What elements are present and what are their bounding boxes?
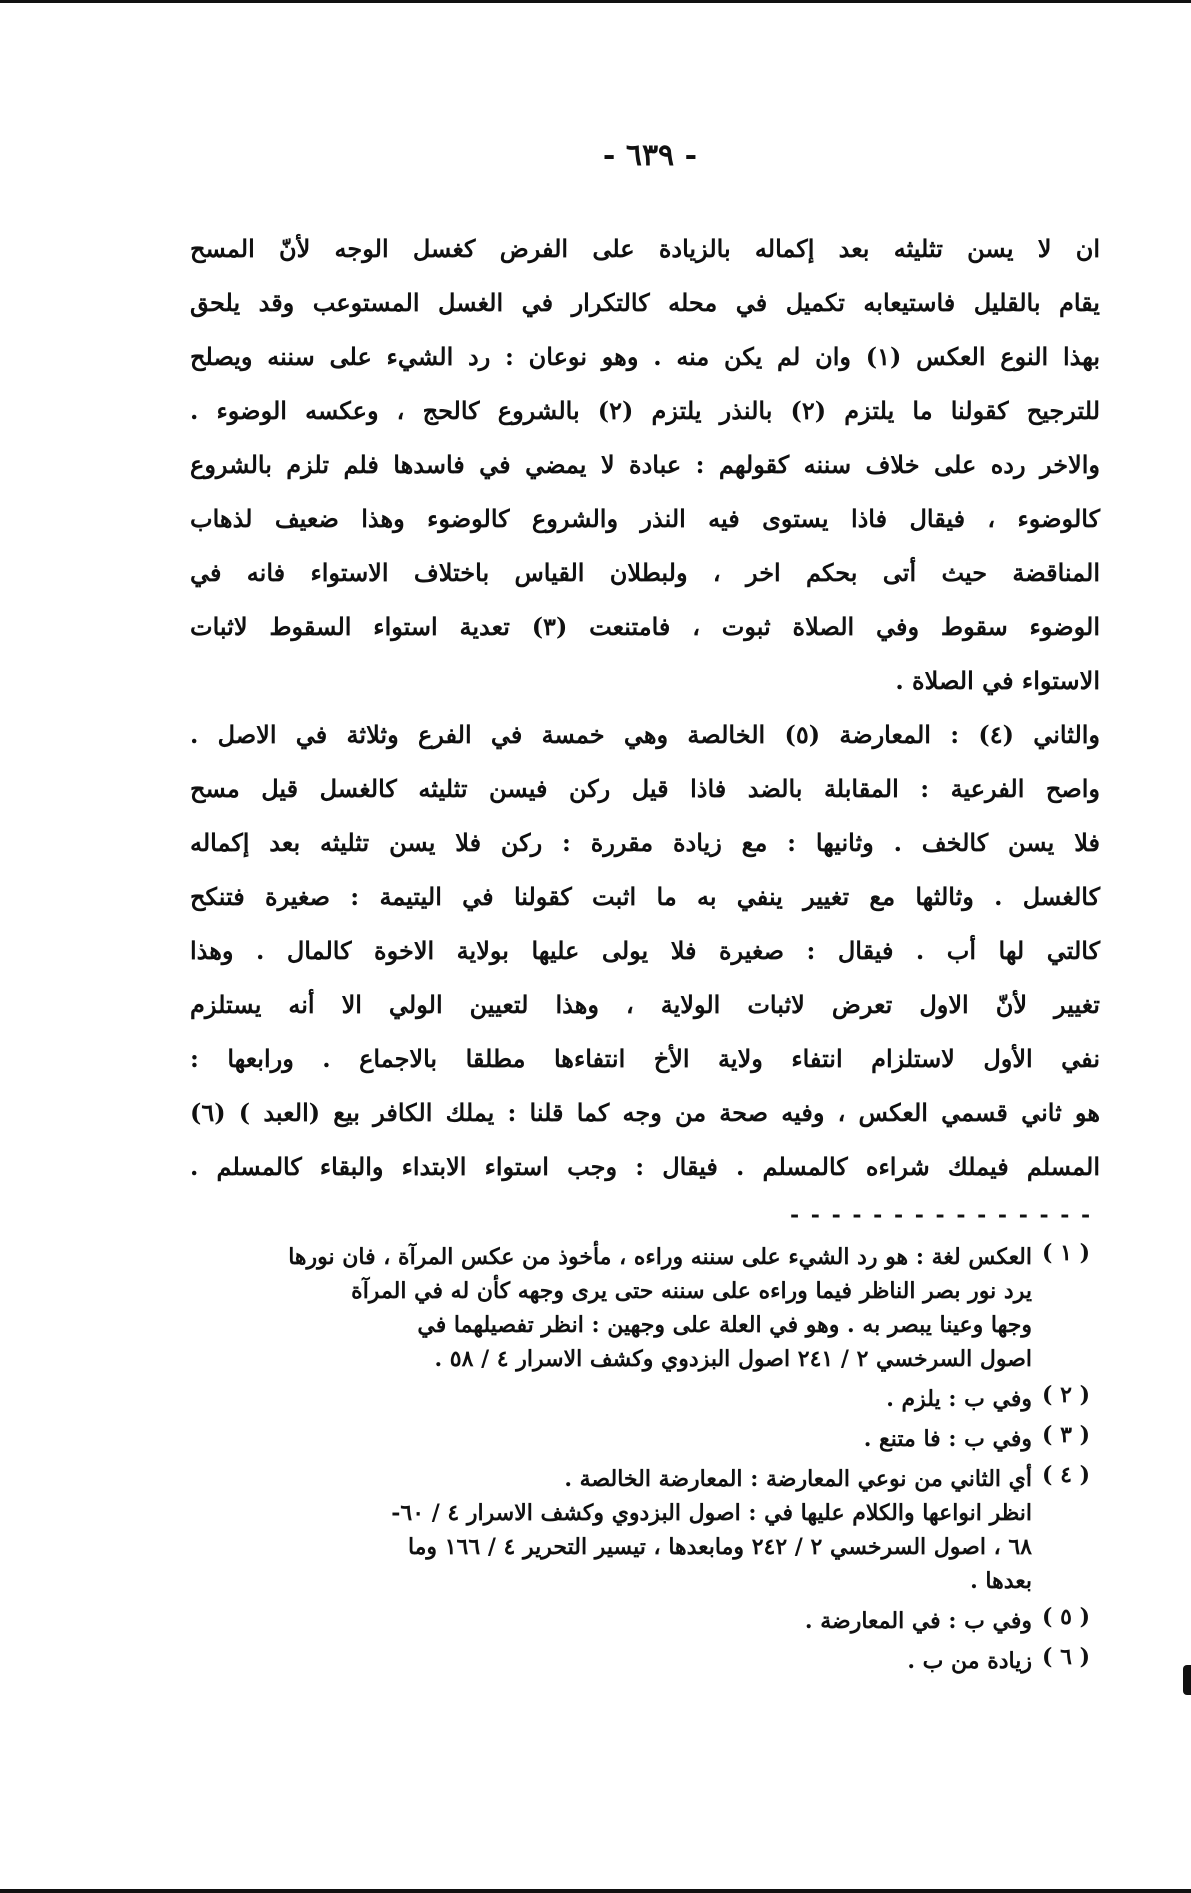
text-line: تغيير لأنّ الاول تعرض لاثبات الولاية ، وهذا لتعيين الولي الا أنه يستلزم [190, 990, 1100, 1019]
text-line: المناقضة حيث أتى بحكم اخر ، ولبطلان القياس باختلاف الاستواء فانه في [190, 558, 1100, 587]
text-line: المسلم فيملك شراءه كالمسلم . فيقال : وجب استواء الابتداء والبقاء كالمسلم . [190, 1152, 1100, 1181]
text-line: بهذا النوع العكس (١) وان لم يكن منه . وهو نوعان : رد الشيء على سننه ويصلح [190, 342, 1101, 371]
footnote-number: ( ٤ ) [1042, 1462, 1090, 1488]
footnote [150, 1604, 1090, 1638]
footnote-line: اصول السرخسي ٢ / ٢٤١ اصول البزدوي وكشف الاسرار ٤ / ٥٨ . [434, 1346, 1032, 1372]
footnote-line: ٦٨ ، اصول السرخسي ٢ / ٢٤٢ ومابعدها ، تيسير التحرير ٤ / ١٦٦ وما [407, 1534, 1032, 1560]
text-line: هو ثاني قسمي العكس ، وفيه صحة من وجه كما قلنا : يملك الكافر بيع (العبد ) (٦) [190, 1098, 1100, 1127]
footnote [150, 1422, 1090, 1456]
footnote-number: ( ٣ ) [1042, 1422, 1090, 1448]
footnote [150, 1240, 1090, 1376]
text-line: واصح الفرعية : المقابلة بالضد فاذا قيل ركن فيسن تثليثه كالغسل قيل مسح [190, 774, 1100, 803]
footnote-line: بعدها . [970, 1568, 1032, 1594]
top-border-line [0, 0, 1191, 3]
text-line: يقام بالقليل فاستيعابه تكميل في محله كالتكرار في الغسل المستوعب وقد يلحق [190, 288, 1100, 317]
footnote-line: العكس لغة : هو رد الشيء على سننه وراءه ، مأخوذ من عكس المرآة ، فان نورها [288, 1244, 1032, 1270]
text-line: الاستواء في الصلاة . [895, 666, 1100, 695]
footnote [150, 1462, 1090, 1598]
text-line: الوضوء سقوط وفي الصلاة ثبوت ، فامتنعت (٣) تعدية استواء السقوط لاثبات [190, 612, 1100, 641]
text-line: فلا يسن كالخف . وثانيها : مع زيادة مقررة : ركن فلا يسن تثليثه بعد إكماله [190, 828, 1100, 857]
footnote-line: زيادة من ب . [907, 1648, 1032, 1674]
footnote-number: ( ٥ ) [1042, 1604, 1090, 1630]
main-text-block [190, 222, 1100, 1194]
footnote-number: ( ١ ) [1042, 1240, 1090, 1266]
text-line: كالغسل . وثالثها مع تغيير ينفي به ما اثبت كقولنا في اليتيمة : صغيرة فتنكح [190, 882, 1100, 911]
footnote-line: يرد نور بصر الناظر فيما وراءه على سننه حتى يرى وجهه كأن له في المرآة [351, 1278, 1032, 1304]
footnote-line: وفي ب : في المعارضة . [804, 1608, 1032, 1634]
text-line: كالوضوء ، فيقال فاذا يستوى فيه النذر والشروع كالوضوء وهذا ضعيف لذهاب [190, 504, 1100, 533]
text-line: والثاني (٤) : المعارضة (٥) الخالصة وهي خمسة في الفرع وثلاثة في الاصل . [190, 720, 1101, 749]
footnote-line: وفي ب : يلزم . [886, 1386, 1032, 1412]
footnote-number: ( ٦ ) [1042, 1644, 1090, 1670]
margin-mark [1183, 1665, 1191, 1695]
bottom-border-line [0, 1889, 1191, 1893]
text-line: ان لا يسن تثليثه بعد إكماله بالزيادة على الفرض كغسل الوجه لأنّ المسح [190, 234, 1100, 263]
footnote-line: انظر انواعها والكلام عليها في : اصول البزدوي وكشف الاسرار ٤ / ٦٠- [391, 1500, 1032, 1526]
footnote-line: أي الثاني من نوعي المعارضة : المعارضة الخالصة . [564, 1466, 1032, 1492]
footnote-line: وجها وعينا يبصر به . وهو في العلة على وجهين : انظر تفصيلهما في [417, 1312, 1032, 1338]
footnote [150, 1382, 1090, 1416]
text-line: كالتي لها أب . فيقال : صغيرة فلا يولى عليها بولاية الاخوة كالمال . وهذا [190, 936, 1100, 965]
text-line: والاخر رده على خلاف سننه كقولهم : عبادة لا يمضي في فاسدها فلم تلزم بالشروع [190, 450, 1100, 479]
footnotes-block [150, 1240, 1090, 1684]
text-line: نفي الأول لاستلزام انتفاء ولاية الأخ انتفاءها مطلقا بالاجماع . ورابعها : [190, 1044, 1100, 1073]
footnote [150, 1644, 1090, 1678]
page-number: - ٦٣٩ - [602, 138, 698, 173]
text-line: للترجيح كقولنا ما يلتزم (٢) بالنذر يلتزم (٢) بالشروع كالحج ، وعكسه الوضوء . [190, 396, 1101, 425]
footnote-line: وفي ب : فا متنع . [863, 1426, 1032, 1452]
footnote-number: ( ٢ ) [1042, 1382, 1090, 1408]
footnote-separator: - - - - - - - - - - - - - - - [790, 1202, 1093, 1228]
